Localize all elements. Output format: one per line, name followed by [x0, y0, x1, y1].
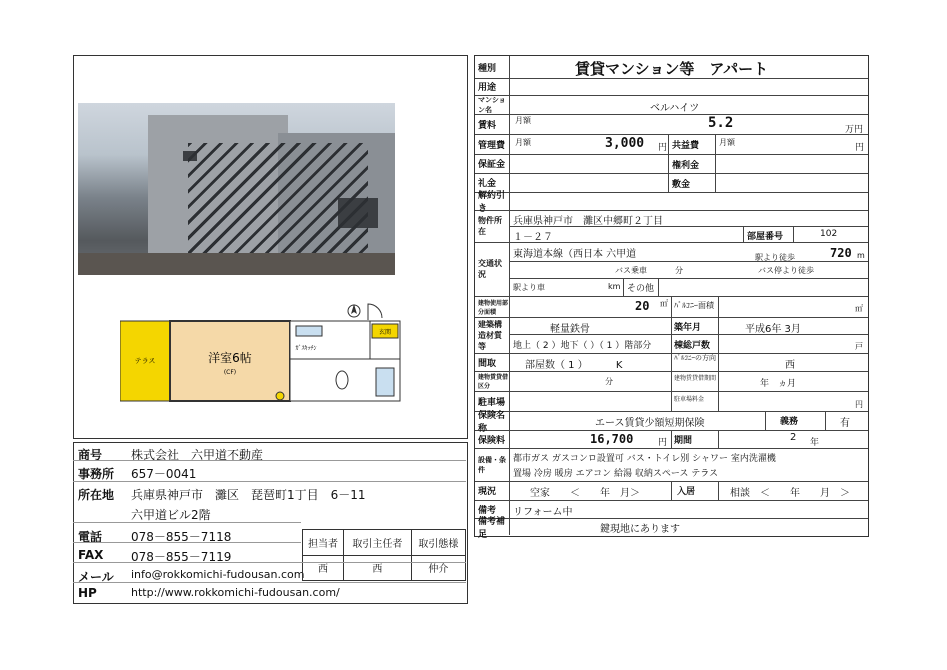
bus-minutes: 分 [675, 266, 683, 275]
floor-plan-kitchen-label: ｶﾞｽｷｯﾁﾝ [295, 345, 317, 352]
parking-fee-label: 駐車場料金 [674, 396, 705, 403]
balcony-area-label: ﾊﾞﾙｺﾆｰ面積 [674, 301, 714, 310]
deposit-label: 保証金 [475, 154, 510, 173]
fax-label: FAX [78, 548, 104, 562]
duty-label: 義務 [780, 417, 799, 427]
remarks2-label: 備考補足 [475, 518, 510, 535]
walk-value: 720 [830, 246, 852, 260]
mgmt-yen: 円 [658, 143, 668, 153]
built-label: 築年月 [674, 323, 702, 333]
km-unit: km [608, 282, 621, 291]
postal-code: 657－0041 [131, 467, 197, 481]
bus-walk-label: バス停より徒歩 [758, 266, 814, 275]
staff-header: 取引態様 [411, 530, 465, 556]
lease-type-label: 建物賃貸借区分 [475, 371, 510, 391]
insurance-fee-label: 保険料 [475, 430, 510, 448]
mgmt-month-label: 月額 [515, 138, 531, 147]
rent-label: 賃料 [475, 114, 510, 134]
insurance-fee-value: 16,700 [590, 432, 634, 446]
area-label: 建物使用部分面積 [475, 296, 510, 317]
walk-label: 駅より徒歩 [755, 253, 795, 262]
total-units-label: 棟総戸数 [674, 341, 711, 351]
location-line2: １－２７ [513, 232, 553, 243]
address-label: 所在地 [78, 488, 115, 502]
facilities-line1: 都市ガス ガスコンロ設置可 バス・トイレ別 シャワー 室内洗濯機 [513, 454, 776, 464]
staff-table [302, 529, 466, 581]
company-name: 株式会社 六甲道不動産 [131, 448, 264, 462]
type-label: 種別 [475, 56, 510, 78]
balcony-direction-label: ﾊﾞﾙｺﾆｰの方向 [674, 354, 716, 362]
room-number-label: 部屋番号 [747, 232, 784, 242]
hp-link[interactable]: http://www.rokkomichi-fudousan.com/ [131, 586, 340, 599]
office-label: 事務所 [78, 467, 115, 481]
status-label: 現況 [475, 481, 510, 500]
use-label: 用途 [475, 78, 510, 95]
station-car-label: 駅より車 [513, 283, 545, 292]
floor-plan-bathtub [376, 368, 394, 396]
period-unit: 年 [810, 438, 820, 448]
area-value: 20 [635, 299, 650, 313]
building-name: ベルハイツ [650, 103, 700, 114]
building-photo-staircase [188, 143, 368, 253]
building-photo-ground [78, 253, 395, 275]
common-month-label: 月額 [719, 138, 735, 147]
train-line: 東海道本線（西日本 六甲道 [513, 249, 637, 260]
facilities-line2: 置場 冷房 暖房 エアコン 給湯 収納スペース テラス [513, 469, 718, 479]
location-label: 物件所在 [475, 210, 510, 242]
period-label: 期間 [674, 436, 693, 446]
lease-period-label: 建物賃貸借期間 [674, 375, 717, 382]
mgmt-fee-label: 管理費 [475, 134, 510, 154]
move-in-value: 相談 ＜ 年 月 ＞ [730, 488, 850, 499]
facilities-label: 設備・条件 [475, 448, 510, 481]
lease-minutes: 分 [605, 377, 613, 386]
floor-plan-room-label: 洋室6帖 [208, 351, 252, 365]
structure-label: 建築構造材質等 [475, 317, 510, 353]
type-value: 賃貸マンション等 アパート [575, 60, 769, 78]
lease-period-unit: 年 ヵ月 [760, 379, 797, 389]
company-label: 商号 [78, 448, 103, 462]
period-value: 2 [790, 432, 797, 443]
area-unit: ㎡ [660, 299, 668, 308]
layout-value: 部屋数（ 1 ） K [525, 360, 623, 371]
other-label: その他 [627, 284, 655, 294]
key-money-label: 権利金 [672, 161, 700, 171]
remarks2-value: 鍵現地にあります [600, 524, 680, 535]
rent-month-label: 月額 [515, 116, 531, 125]
address-line1: 兵庫県神戸市 灘区 琵琶町1丁目 6－11 [131, 488, 366, 502]
status-value: 空家 ＜ 年 月＞ [530, 488, 640, 499]
remarks-label: 備考 [475, 500, 510, 518]
name-label: マンション名 [475, 95, 510, 114]
shikikin-label: 敷金 [672, 180, 691, 190]
built-value: 平成6年 3月 [745, 324, 801, 335]
staff-header: 取引主任者 [344, 530, 412, 556]
tel-label: 電話 [78, 530, 103, 544]
move-in-label: 入居 [677, 487, 696, 497]
agent-contact-panel [73, 442, 468, 604]
balcony-direction: 西 [785, 360, 795, 371]
rent-unit: 万円 [845, 125, 864, 135]
parking-yen: 円 [855, 400, 863, 409]
total-units-unit: 戸 [855, 342, 863, 351]
floor-plan-terrace-label: テラス [134, 357, 156, 365]
floors-value: 地上（ 2 ）地下（ ）（ 1 ）階部分 [513, 341, 652, 351]
floor-plan-sink [296, 326, 322, 336]
insurance-fee-yen: 円 [658, 438, 668, 448]
reikin-label: 礼金 [475, 173, 510, 192]
walk-unit: m [857, 251, 865, 260]
fax-number: 078－855－7119 [131, 550, 232, 564]
room-number: 102 [820, 229, 838, 239]
common-fee-label: 共益費 [672, 141, 700, 151]
floor-plan-room-sub: (CF) [223, 369, 237, 376]
kaiyaku-label: 解約引き [475, 192, 510, 210]
duty-value: 有 [840, 418, 850, 429]
compass-north-icon [346, 300, 386, 322]
insurance-name-label: 保険名称 [475, 411, 510, 430]
insurance-name: エース賃貸少額短期保険 [595, 418, 705, 429]
location-line1: 兵庫県神戸市 灘区中郷町２丁目 [513, 216, 663, 227]
floor-plan-entrance-label: 玄関 [378, 329, 392, 336]
property-detail-form [474, 55, 869, 540]
mgmt-fee-value: 3,000 [605, 136, 645, 151]
staff-header: 担当者 [303, 530, 344, 556]
common-yen: 円 [855, 143, 865, 153]
mail-link[interactable]: info@rokkomichi-fudousan.com [131, 568, 305, 581]
mail-label: メール [78, 570, 114, 584]
balcony-area-unit: ㎡ [855, 304, 863, 313]
floor-plan-toilet [336, 371, 348, 389]
floor-plan [120, 318, 406, 404]
structure-value: 軽量鉄骨 [550, 324, 590, 335]
staff-value: 仲介 [411, 555, 465, 581]
tel-number[interactable]: 078－855－7118 [131, 530, 232, 544]
address-line2: 六甲道ビル2階 [131, 508, 211, 522]
layout-label: 間取 [475, 353, 510, 371]
remarks-value: リフォーム中 [513, 507, 573, 518]
parking-label: 駐車場 [475, 391, 510, 411]
staff-value: 西 [344, 555, 412, 581]
transport-label: 交通状況 [475, 242, 510, 296]
bus-ride-label: バス乗車 [615, 266, 647, 275]
rent-value: 5.2 [708, 115, 734, 131]
floor-plan-fixture [276, 392, 284, 400]
staff-value: 西 [303, 555, 344, 581]
building-photo [78, 103, 395, 275]
hp-label: HP [78, 586, 97, 600]
